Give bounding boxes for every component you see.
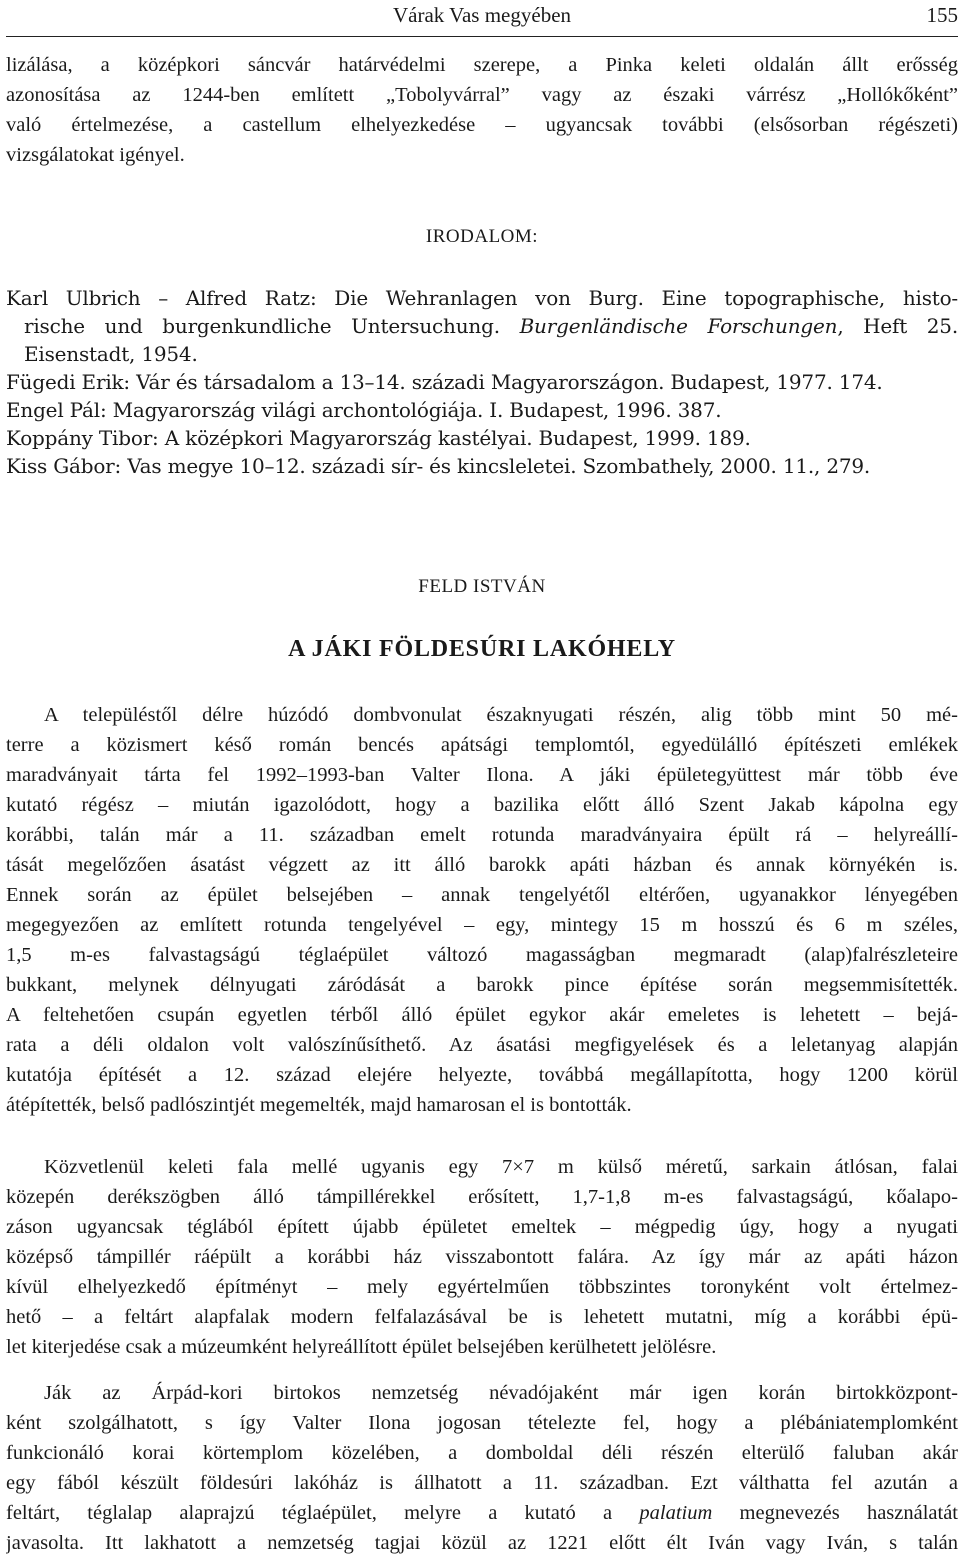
text-line: kutató régész – miután igazolódott, hogy a bazilika előtt álló Szent Jakab kápolna egy: [6, 794, 958, 816]
text-line: záson ugyancsak téglából épített újabb épületet emeltek – mégpedig úgy, hogy a nyugati: [6, 1216, 958, 1238]
text-line: középső támpillér ráépült a korábbi ház visszabontott falára. Az így már az apáti házon: [6, 1246, 958, 1268]
literature-heading: IRODALOM:: [425, 226, 539, 247]
text-line: let kiterjedése csak a múzeumként helyreállított épület belsejében kerülhetett jelölésre.: [6, 1336, 717, 1358]
running-head-title: Várak Vas megyében: [392, 3, 572, 27]
page-number: 155: [926, 3, 958, 27]
literature-entry: Fügedi Erik: Vár és társadalom a 13–14. századi Magyarországon. Budapest, 1977. 174.: [6, 370, 883, 394]
text-line: közepén derékszögben álló támpillérekkel erősített, 1,7-1,8 m-es falvastagságú, kőalapo-: [6, 1186, 958, 1208]
article-title: A JÁKI FÖLDESÚRI LAKÓHELY: [288, 636, 676, 662]
text-line: terre a közismert késő román bencés apátsági templomtól, egyedülálló építészeti emlékek: [6, 734, 958, 756]
text-line: kívül elhelyezkedő építményt – mely egyértelműen többszintes toronyként volt értelmez-: [6, 1276, 958, 1298]
text-line: rata a déli oldalon volt valószínűsíthető. Az ásatási megfigyelések és a leletanyag alapján: [6, 1034, 958, 1056]
journal-title: Burgenländische Forschungen: [519, 314, 838, 338]
text-line: azonosítása az 1244-ben említett „Tobolyvárral” vagy az északi várrész „Hollókőként”: [6, 84, 958, 106]
italic-term: palatium: [639, 1502, 713, 1524]
text-line: lizálása, a középkori sáncvár határvédelmi szerepe, a Pinka keleti oldalán állt erősség: [6, 54, 958, 76]
text-line: feltárt, téglalap alaprajzú téglaépület, melyre a kutató a palatium megnevezés használatát: [6, 1502, 958, 1524]
intro-paragraph: [6, 50, 958, 170]
text-line: Közvetlenül keleti fala mellé ugyanis egy 7×7 m külső méretű, sarkain átlósan, falai: [44, 1156, 958, 1178]
text-line: maradványait tárta fel 1992–1993-ban Valter Ilona. A jáki épületegyüttest már több éve: [6, 764, 958, 786]
text-line: 1,5 m-es falvastagságú téglaépület változó magasságban megmaradt (alap)falrészleteire: [6, 944, 958, 966]
text-line: A településtől délre húzódó dombvonulat északnyugati részén, alig több mint 50 mé-: [44, 704, 958, 726]
text-line: kutatója építését a 12. század elejére helyezte, továbbá megállapította, hogy 1200 körül: [6, 1064, 958, 1086]
text-line: bukkant, melynek délnyugati záródását a barokk pince építése során megsemmisítették.: [6, 974, 958, 996]
text-line: átépítették, belső padlószintjét megemelték, majd hamarosan el is bontották.: [6, 1094, 632, 1116]
text-line: megegyezően az említett rotunda tengelyével – egy, mintegy 15 m hosszú és 6 m széles,: [6, 914, 958, 936]
body-paragraph-2: [6, 1152, 958, 1362]
text-line: javasolta. Itt lakhatott a nemzetség tagjai közül az 1221 előtt élt Iván vagy Iván, s talán: [6, 1532, 958, 1554]
literature-list: [6, 284, 958, 480]
text-line: hető – a feltárt alapfalak modern felfalazásával be is lehetett mutatni, míg a korábbi épü-: [6, 1306, 958, 1328]
text-line: való értelmezése, a castellum elhelyezkedése – ugyancsak további (elsősorban régészeti): [6, 114, 958, 136]
literature-entry-continuation: rische und burgenkundliche Untersuchung. Burgenländische Forschungen, Heft 25.: [24, 314, 958, 338]
literature-entry: Koppány Tibor: A középkori Magyarország kastélyai. Budapest, 1999. 189.: [6, 426, 751, 450]
text-line: ként szolgálhatott, s így Valter Ilona jogosan tételezte fel, hogy a plébániatemplomként: [6, 1412, 958, 1434]
text-line: Ják az Árpád-kori birtokos nemzetség névadójaként már igen korán birtokközpont-: [44, 1382, 958, 1404]
text-line: tását megelőzően ásatást végzett az itt álló barokk apáti házban és annak környékén is.: [6, 854, 958, 876]
article-author: FELD ISTVÁN: [418, 576, 546, 597]
literature-entry: Kiss Gábor: Vas megye 10–12. századi sír- és kincsleletei. Szombathely, 2000. 11., 279.: [6, 454, 871, 478]
literature-entry-continuation: Eisenstadt, 1954.: [24, 342, 198, 366]
text-line: korábbi, talán már a 11. században emelt rotunda maradványaira épült rá – helyreállí-: [6, 824, 958, 846]
header-rule: [6, 36, 958, 37]
running-head: [6, 0, 958, 30]
text-line: Ennek során az épület belsejében – annak tengelyétől eltérően, ugyanakkor lényegében: [6, 884, 958, 906]
body-paragraph-1: [6, 700, 958, 1120]
literature-entry: Karl Ulbrich – Alfred Ratz: Die Wehranlagen von Burg. Eine topographische, histo-: [6, 286, 958, 310]
body-paragraph-3: [6, 1378, 958, 1558]
text-line: vizsgálatokat igényel.: [6, 144, 185, 166]
text-line: egy fából készült földesúri lakóház is állhatott a 11. században. Ezt válthatta fel azután a: [6, 1472, 958, 1494]
text-line: funkcionáló korai körtemplom közelében, a domboldal déli részén elterülő faluban akár: [6, 1442, 958, 1464]
literature-entry: Engel Pál: Magyarország világi archontológiája. I. Budapest, 1996. 387.: [6, 398, 722, 422]
text-line: A feltehetően csupán egyetlen térből álló épület egykor akár emeletes is lehetett – bejá-: [6, 1004, 958, 1026]
